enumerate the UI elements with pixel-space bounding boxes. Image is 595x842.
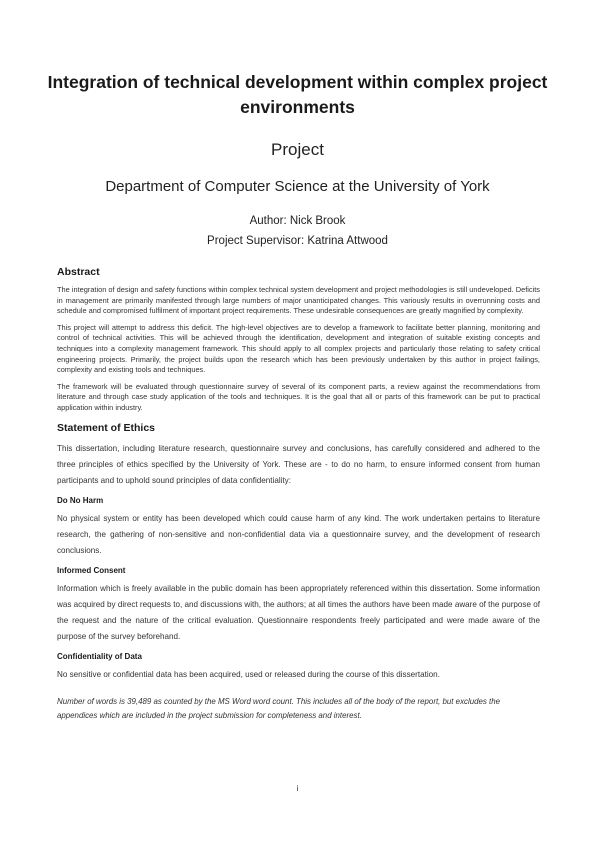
word-count-note: Number of words is 39,489 as counted by the MS Word word count. This includes all of the body of the report, but excludes the appendices which are included in the project submission for completeness and interest. <box>57 696 500 721</box>
abstract-heading: Abstract <box>57 266 100 278</box>
abstract-paragraph: This project will attempt to address this deficit. The high-level objectives are to develop a framework to facilitate better planning, monitoring and control of technical activities. This will be achieved through the identification, development and integration of suitable existing concepts and techniques into a complexity management framework. This should apply to all complex projects and particularly those relating to safety critical engineering projects. Primarily, the project builds upon the research which has been previously undertaken by this author in project failings, complexity and existing tools and techniques. <box>57 322 540 375</box>
no-harm-text: No physical system or entity has been developed which could cause harm of any kind. The work undertaken pertains to literature research, the gathering of non-sensitive and non-confidential data via a questionnaire survey, and the development of research conclusions. <box>57 513 540 555</box>
ethics-section <box>57 422 540 683</box>
document-body <box>57 266 540 724</box>
author-line: Author: Nick Brook <box>249 215 346 227</box>
supervisor-line: Project Supervisor: Katrina Attwood <box>207 235 388 247</box>
abstract-paragraph: The framework will be evaluated through questionnaire survey of several of its component parts, a review against the recommendations from literature and through case study application of the tools and techniques. It is the goal that all or parts of this framework can be put to practical application within industry. <box>57 381 540 412</box>
confidentiality-text: No sensitive or confidential data has been acquired, used or released during the course of this dissertation. <box>57 669 440 679</box>
informed-consent-heading: Informed Consent <box>57 565 126 575</box>
abstract-paragraph: The integration of design and safety functions within complex technical system development and project methodologies is still undeveloped. Deficits in management are primarily manifested through large numbers of major unanticipated changes. This variously results in overrunning costs and schedule and compromised fulfilment of important project requirements. These undesirable consequences are greatly magnified by complexity. <box>57 285 540 316</box>
ethics-heading: Statement of Ethics <box>57 421 156 434</box>
informed-consent-text: Information which is freely available in the public domain has been appropriately referenced within this dissertation. Some information was acquired by direct requests to, and discussions with, the authors; at all times the authors have been made aware of the purpose of the request and the nature of the critical evaluation. Questionnaire respondents freely participated and were made aware of the purpose of the survey beforehand. <box>57 583 540 641</box>
page-number: i <box>296 784 299 793</box>
confidentiality-heading: Confidentiality of Data <box>57 651 142 661</box>
abstract-section <box>57 266 540 414</box>
ethics-intro: This dissertation, including literature research, questionnaire survey and conclusions, has carefully considered and adhered to the three principles of ethics specified by the University of York. These are - to do no harm, to ensure informed consent from human participants and to uphold sound principles of data confidentiality: <box>57 443 540 485</box>
document-title: Integration of technical development within complex project environments <box>47 72 548 117</box>
department-line: Department of Computer Science at the University of York <box>105 178 490 195</box>
document-subtitle: Project <box>271 140 324 159</box>
no-harm-heading: Do No Harm <box>57 495 104 505</box>
